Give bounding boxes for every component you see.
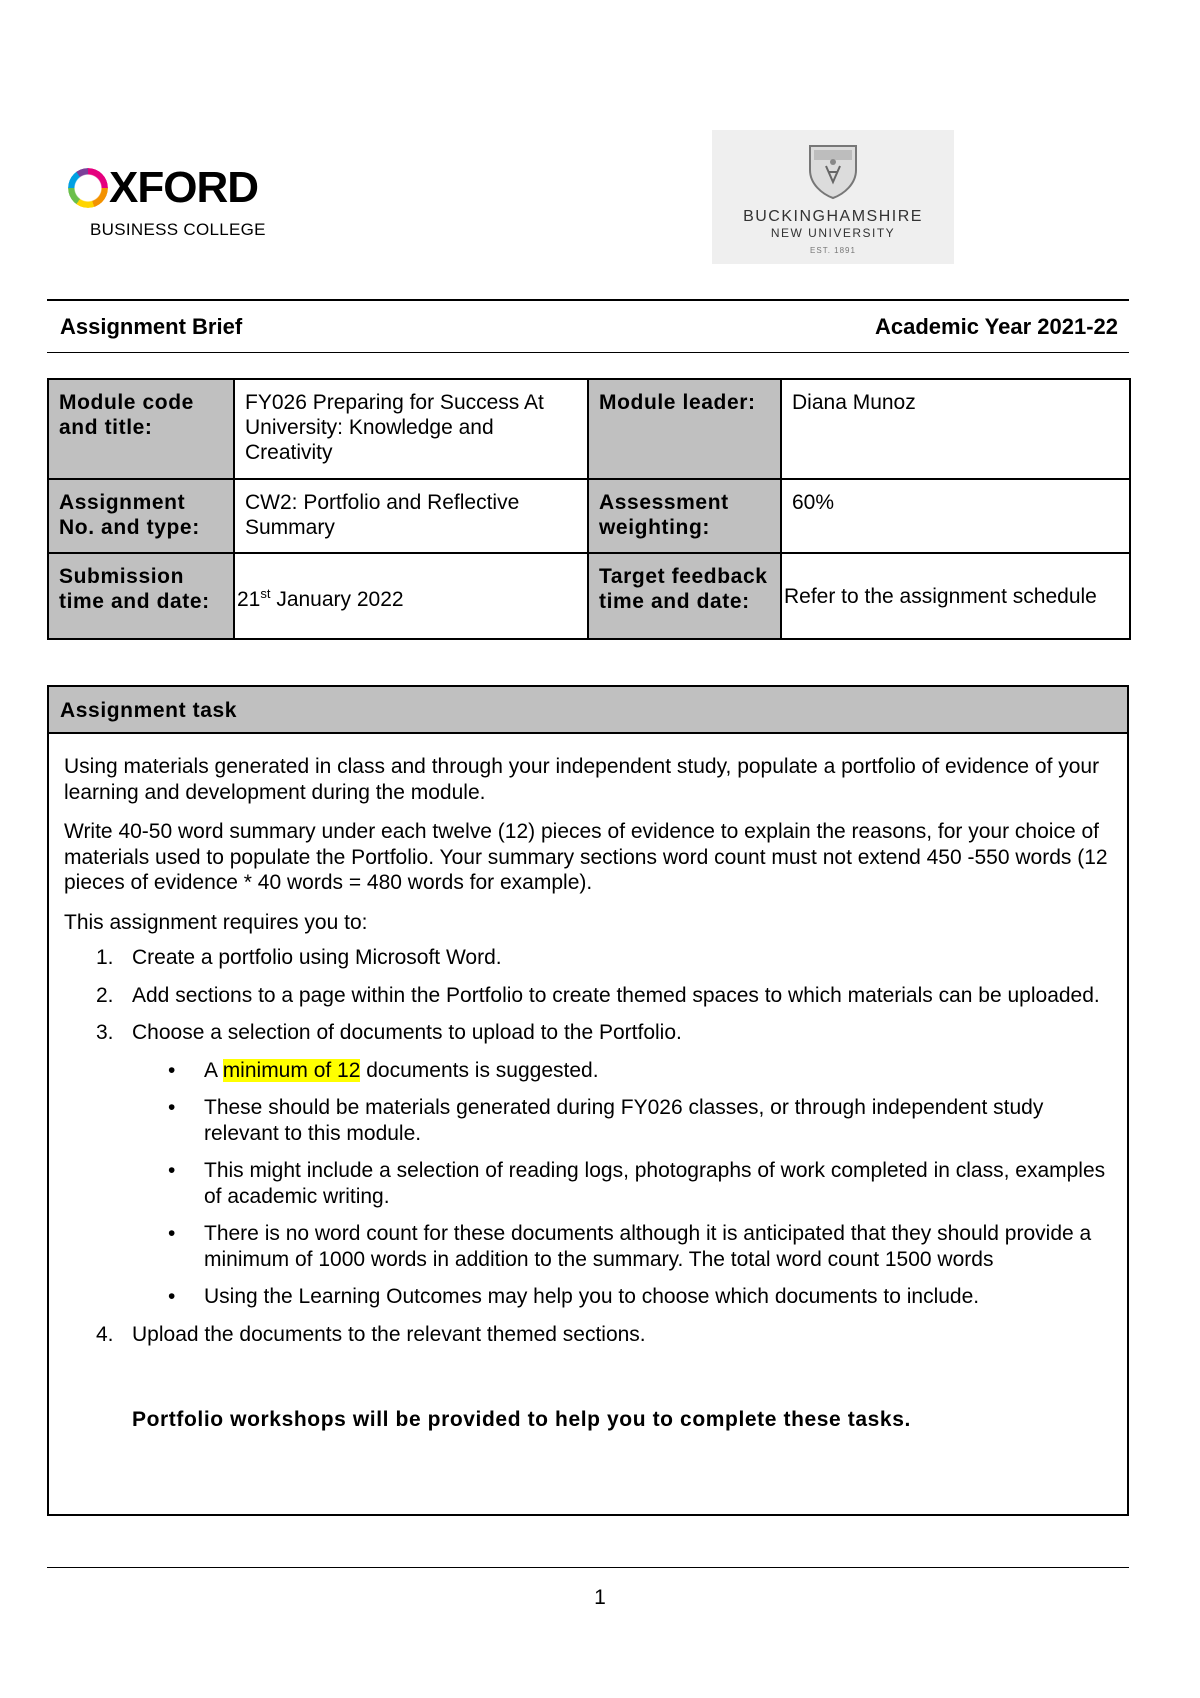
bucks-logo-est: EST. 1891 bbox=[810, 246, 856, 255]
task-intro: This assignment requires you to: bbox=[64, 910, 368, 934]
module-code-label: Module code and title: bbox=[48, 379, 234, 479]
list-item: • This might include a selection of reading logs, photographs of work completed in class, examples of academic writing. bbox=[132, 1158, 1113, 1209]
list-item: • These should be materials generated during FY026 classes, or through independent study relevant to this module. bbox=[132, 1095, 1113, 1146]
table-row bbox=[48, 553, 1130, 639]
assignment-brief-title: Assignment Brief bbox=[60, 314, 243, 339]
task-paragraph-2: Write 40-50 word summary under each twelve (12) pieces of evidence to explain the reasons, for your choice of materials used to populate the Portfolio. Your summary sections word count must not extend 450 -550 words (12 pieces of evidence * 40 words = 480 words for example). bbox=[64, 820, 1108, 894]
assignment-task-body bbox=[49, 734, 1127, 1433]
module-leader-value: Diana Munoz bbox=[781, 379, 1130, 479]
list-item: • There is no word count for these documents although it is anticipated that they should provide a minimum of 1000 words in addition to the summary. The total word count 1500 words bbox=[132, 1221, 1113, 1272]
academic-year-title: Academic Year 2021-22 bbox=[875, 314, 1118, 339]
assignment-task-heading: Assignment task bbox=[49, 687, 1127, 734]
table-row bbox=[48, 379, 1130, 479]
bucks-logo-subtitle: NEW UNIVERSITY bbox=[770, 226, 896, 240]
list-item: 2. Add sections to a page within the Portfolio to create themed spaces to which materials can be uploaded. bbox=[96, 983, 1100, 1007]
oxford-ring-icon bbox=[68, 168, 108, 208]
task-steps-list bbox=[64, 945, 1113, 1347]
submission-day: 21 bbox=[237, 587, 261, 611]
assignment-type-value: CW2: Portfolio and Reflective Summary bbox=[234, 479, 588, 553]
workshops-note: Portfolio workshops will be provided to help you to complete these tasks. bbox=[132, 1408, 911, 1431]
submission-date-value bbox=[234, 553, 588, 639]
header-bottom-rule bbox=[47, 352, 1129, 353]
bucks-logo-name: BUCKINGHAMSHIRE bbox=[743, 208, 923, 225]
oxford-logo-subtitle: BUSINESS COLLEGE bbox=[90, 220, 266, 239]
highlighted-text: minimum of 12 bbox=[222, 1058, 361, 1082]
documents-bullet-list bbox=[132, 1058, 1113, 1310]
module-leader-label: Module leader: bbox=[588, 379, 781, 479]
header-top-rule bbox=[47, 299, 1129, 301]
footer-rule bbox=[47, 1567, 1129, 1568]
module-code-value: FY026 Preparing for Success At University: Knowledge and Creativity bbox=[234, 379, 588, 479]
page-number: 1 bbox=[594, 1586, 606, 1609]
list-item: 1. Create a portfolio using Microsoft Word. bbox=[96, 946, 502, 969]
target-feedback-label: Target feedback time and date: bbox=[588, 553, 781, 639]
crest-shield-icon bbox=[804, 142, 862, 200]
assessment-weighting-value: 60% bbox=[781, 479, 1130, 553]
submission-day-suffix: st bbox=[260, 585, 271, 601]
list-item: • Using the Learning Outcomes may help you to choose which documents to include. bbox=[132, 1284, 1113, 1310]
list-item: • A minimum of 12 documents is suggested. bbox=[132, 1058, 1113, 1084]
assessment-weighting-label: Assessment weighting: bbox=[588, 479, 781, 553]
submission-month-year: January 2022 bbox=[270, 587, 404, 611]
assignment-type-label: Assignment No. and type: bbox=[48, 479, 234, 553]
module-info-table bbox=[47, 378, 1131, 640]
list-item: 4. Upload the documents to the relevant themed sections. bbox=[96, 1322, 646, 1346]
oxford-business-college-logo bbox=[68, 162, 288, 242]
task-paragraph-1: Using materials generated in class and through your independent study, populate a portfolio of evidence of your learning and development during the module. bbox=[64, 755, 1100, 804]
oxford-logo-word: XFORD bbox=[109, 163, 258, 212]
buckinghamshire-university-logo bbox=[712, 130, 954, 264]
assignment-task-box bbox=[47, 685, 1129, 1516]
list-item: 3. Choose a selection of documents to upload to the Portfolio. • A minimum of 12 documents is suggested. • These should be materials generated during FY026 classes, or through independent study relevant to this module. • This might include a selection of reading logs, photographs of work completed in class, examples of academic writing. • There is no word count for these documents although it is anticipated that they should provide a minimum of 1000 words in addition to the summary. The total word count 1500 words • Using the Learning Outcomes may help you to choose which documents to include. bbox=[64, 1020, 1113, 1310]
target-feedback-value: Refer to the assignment schedule bbox=[781, 553, 1130, 639]
submission-date-label: Submission time and date: bbox=[48, 553, 234, 639]
table-row bbox=[48, 479, 1130, 553]
